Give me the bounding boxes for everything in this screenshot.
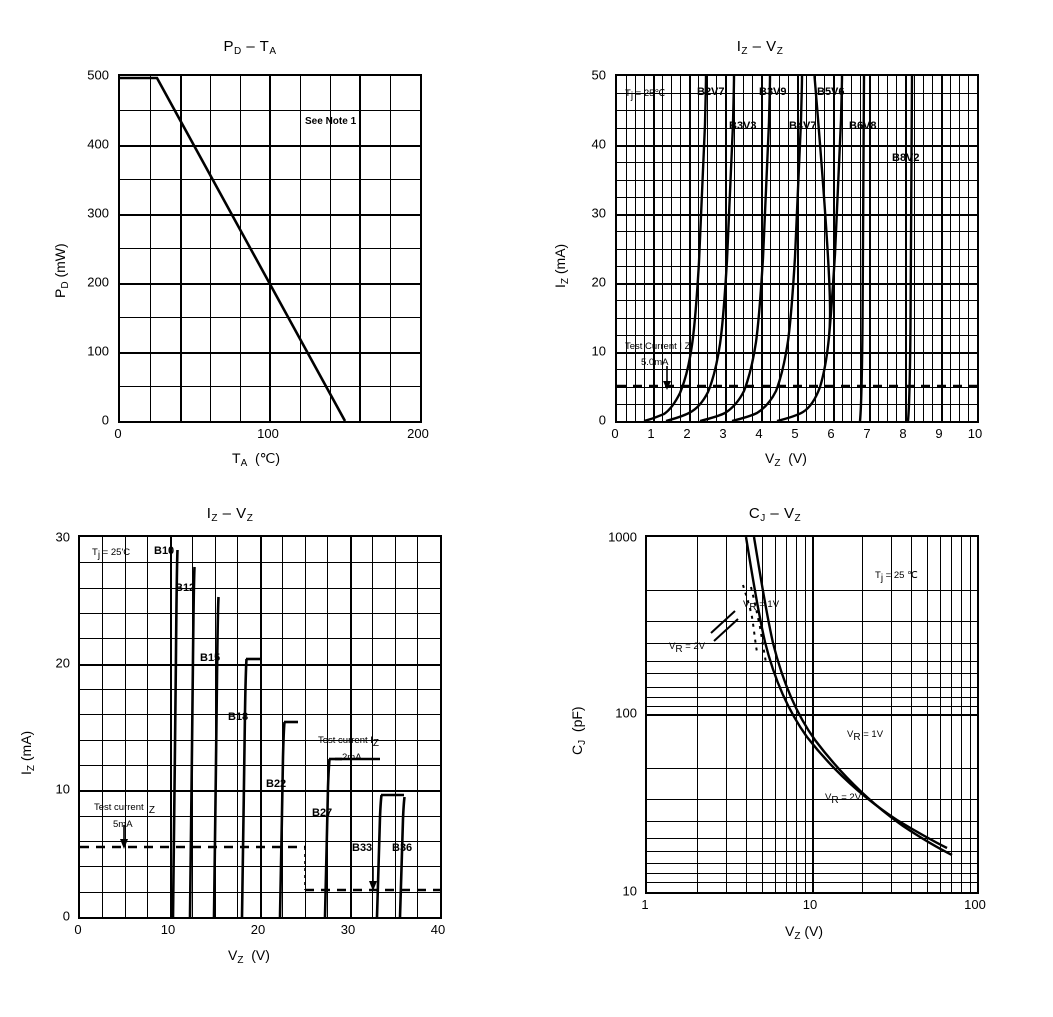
curve-label-b18: B18 [228,711,249,723]
ytick-iz-low-10: 10 [591,343,606,359]
chart-iz-vz-low [530,38,1050,468]
title-presub: Z [741,46,748,57]
curve-label-b15: B15 [200,652,221,664]
ytick-pd-200: 200 [87,274,109,290]
title-pre: I [206,505,212,522]
curve-label-b3v9: B3V9 [759,86,787,98]
curve-label-b36: B36 [392,842,413,854]
plot-area-iz-vz-high [78,535,442,919]
chart-title-iz-vz-high [0,505,460,524]
chart-pd-ta [0,38,500,468]
title-postsub: Z [246,513,254,524]
title-mid: – [747,38,767,55]
curve-label-b27: B27 [312,807,333,819]
plot-area-pd-ta [118,74,422,423]
xtick-pd-100: 100 [257,426,279,441]
annotation-vr-2v-upper: VR = 2V [669,641,706,655]
ytick-iz-low-30: 30 [591,205,606,221]
chart-title-pd-ta [0,38,500,57]
annotation-note: See Note 1 [305,116,357,127]
ytick-iz-high-30: 30 [55,529,70,545]
yaxis-label-pd-ta: $P_D$ (mW) [52,243,71,298]
ytick-cj-100: 100 [615,705,637,721]
ytick-iz-high-0: 0 [62,908,70,924]
annotation-vr-1v-upper: VR = 1V [743,599,780,613]
title-presub: D [234,46,242,57]
curve-label-b5v6: B5V6 [817,86,845,98]
title-pre: C [748,505,761,522]
curve-label-b2v7: B2V7 [697,86,725,98]
xaxis-label-pd-ta: $T_A$ (℃) [232,450,281,469]
ytick-iz-low-40: 40 [591,136,606,152]
annotation-test-current-5ma-label: Test current IZ [94,802,156,816]
xtick-iz-high-0: 0 [74,922,82,937]
ytick-iz-high-10: 10 [55,781,70,797]
xaxis-label-cj-vz: $V_Z$ (V) [785,923,824,942]
title-postsub: A [269,46,277,57]
xtick-iz-low-3: 3 [719,426,727,441]
title-presub: Z [211,513,218,524]
xtick-iz-low-0: 0 [611,426,619,441]
title-presub: J [760,513,766,524]
curve-label-b33: B33 [352,842,373,854]
xtick-iz-low-10: 10 [967,426,983,441]
title-pre: I [736,38,742,55]
ytick-iz-low-50: 50 [591,67,606,83]
xtick-iz-low-8: 8 [899,426,907,441]
curves-zener-high-voltage [80,537,440,917]
xtick-pd-200: 200 [407,426,429,441]
curve-label-b10: B10 [154,545,175,557]
ytick-iz-low-20: 20 [591,274,606,290]
xtick-iz-high-20: 20 [250,922,266,937]
chart-title-cj-vz [545,505,1005,524]
curve-label-b8v2: B8V2 [892,152,920,164]
xaxis-label-iz-vz-high: $V_Z$ (V) [228,947,270,966]
curve-label-b6v8: B6V8 [849,120,877,132]
annotation-temperature: Tj = 25℃ [625,88,666,102]
ytick-pd-400: 400 [87,136,109,152]
title-pre: P [223,38,235,55]
chart-iz-vz-high [0,505,510,965]
xtick-iz-low-5: 5 [791,426,799,441]
ytick-pd-0: 0 [101,412,109,428]
yaxis-label-iz-vz-high: $I_Z$ (mA) [18,730,37,775]
plot-area-iz-vz-low [615,74,979,423]
annotation-vr-2v-lower: VR = 2V [825,792,862,806]
annotation-test-current-label: Test Current I Z [625,341,691,352]
annotation-test-current-5ma-value: 5mA [113,819,133,830]
title-post: T [259,38,270,55]
annotation-vr-1v-lower: VR = 1V [847,729,884,743]
plot-area-cj-vz [645,535,979,894]
annotation-temperature-cj: Tj = 25 ℃ [875,570,918,584]
ytick-pd-100: 100 [87,343,109,359]
xtick-pd-0: 0 [114,426,122,441]
title-mid: – [241,38,260,55]
ytick-iz-high-20: 20 [55,655,70,671]
title-post: V [783,505,795,522]
curve-label-b4v7: B4V7 [789,120,817,132]
xtick-cj-100: 100 [964,897,986,912]
curves-junction-capacitance [647,537,977,892]
yaxis-label-iz-vz-low: $I_Z$ (mA) [552,243,571,288]
ytick-iz-low-0: 0 [598,412,606,428]
xtick-iz-low-2: 2 [683,426,691,441]
xtick-iz-high-10: 10 [160,922,176,937]
xtick-iz-low-7: 7 [863,426,871,441]
title-mid: – [217,505,237,522]
xtick-iz-low-6: 6 [827,426,835,441]
title-mid: – [765,505,784,522]
yaxis-label-cj-vz: $C_J$ (pF) [569,706,588,755]
ytick-pd-300: 300 [87,205,109,221]
annotation-test-current-value: 5.0mA [641,357,669,368]
curve-power-derating [120,76,420,421]
xtick-iz-low-9: 9 [935,426,943,441]
xtick-iz-low-4: 4 [755,426,763,441]
annotation-temperature-high: Tj = 25'C [92,547,131,561]
annotation-test-current-2ma-value: 2mA [342,752,362,763]
title-post: V [766,38,777,55]
xtick-cj-10: 10 [802,897,818,912]
ytick-cj-1000: 1000 [608,529,637,545]
xtick-iz-high-30: 30 [340,922,356,937]
annotation-test-current-2ma-label: Test current IZ [318,735,380,749]
curve-label-b3v3: B3V3 [729,120,757,132]
chart-title-iz-vz-low [530,38,990,57]
chart-cj-vz [545,505,1045,965]
ytick-cj-10: 10 [622,883,637,899]
curve-label-b22: B22 [266,778,287,790]
xaxis-label-iz-vz-low: $V_Z$ (V) [765,450,807,469]
curve-label-b12: B12 [175,582,196,594]
ytick-pd-500: 500 [87,67,109,83]
xtick-iz-low-1: 1 [647,426,655,441]
title-post: V [236,505,247,522]
xtick-iz-high-40: 40 [430,922,446,937]
title-postsub: Z [776,46,784,57]
title-postsub: Z [794,513,802,524]
xtick-cj-1: 1 [641,897,649,912]
